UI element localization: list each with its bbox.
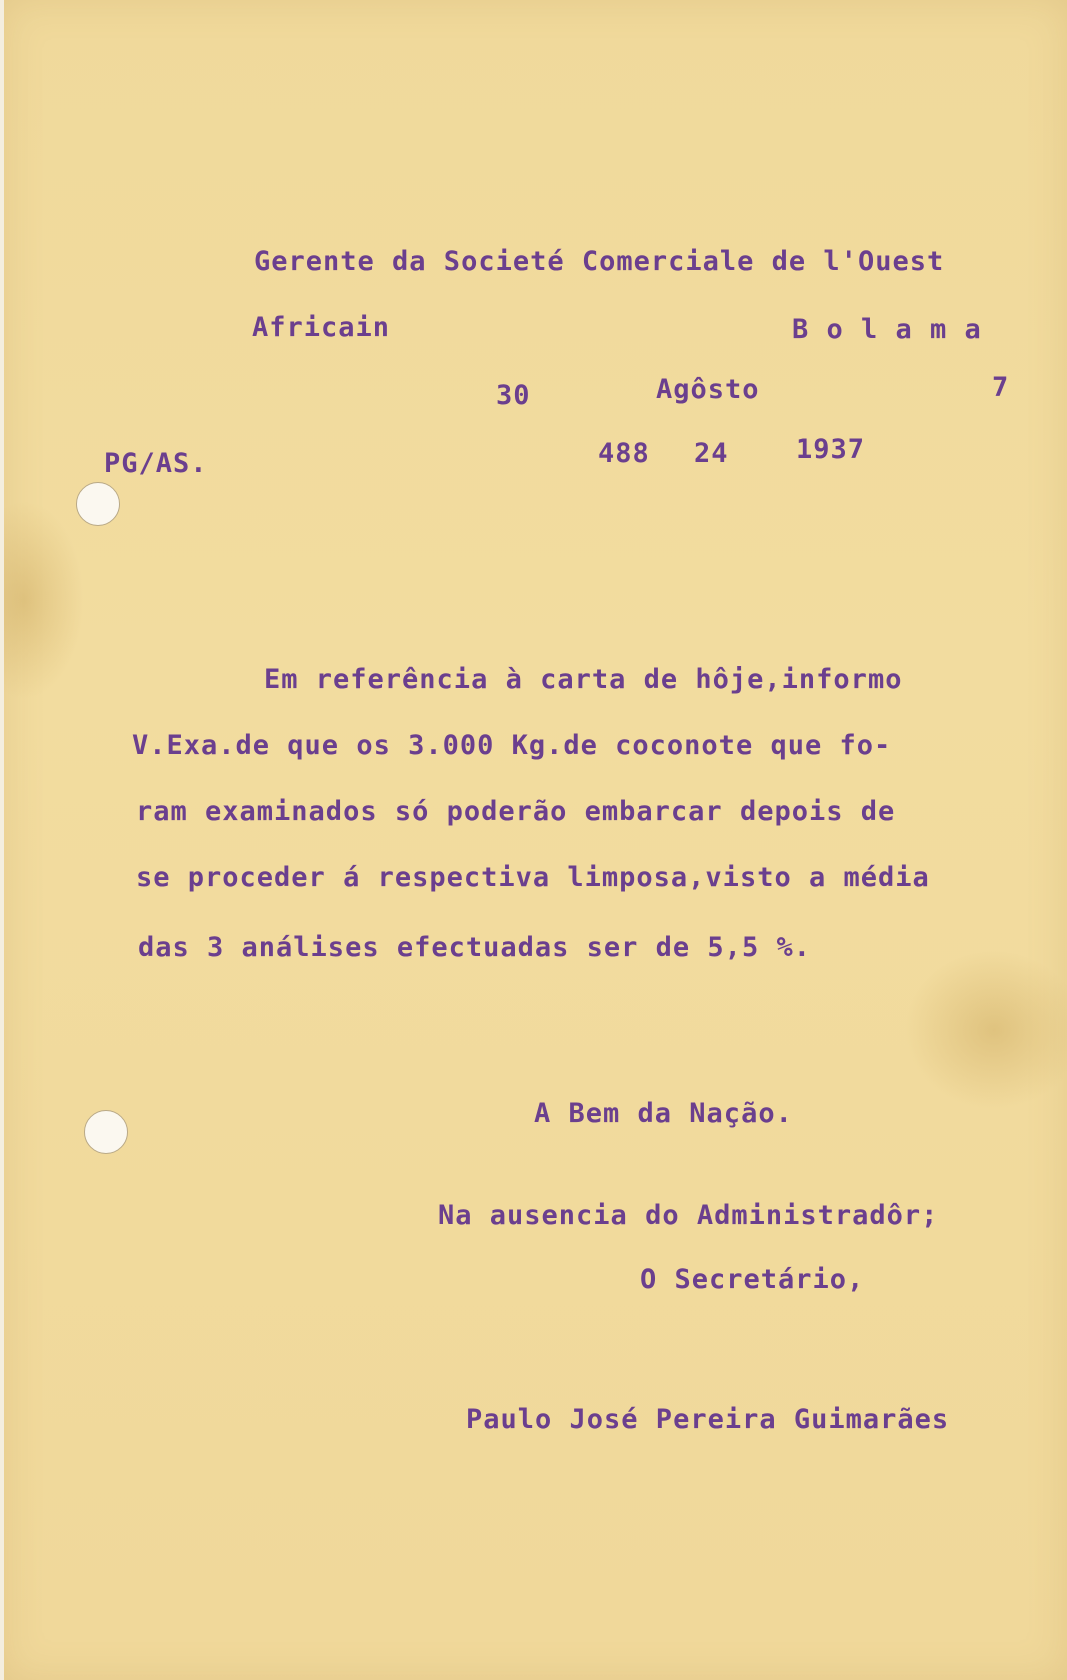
body-line: das 3 análises efectuadas ser de 5,5 %. [138, 932, 811, 963]
letter-sheet [4, 0, 1067, 1680]
punch-hole-bottom [84, 1110, 128, 1154]
punch-hole-top [76, 482, 120, 526]
paper-stain [904, 950, 1067, 1110]
city: B o l a m a [792, 314, 982, 345]
body-line: Em referência à carta de hôje,informo [264, 664, 903, 695]
initials: PG/AS. [104, 448, 208, 479]
addressee-line-2: Africain [252, 312, 391, 343]
closing: A Bem da Nação. [534, 1098, 793, 1129]
date-number: 7 [992, 372, 1010, 403]
signatory-title: O Secretário, [640, 1264, 865, 1295]
signatory-name: Paulo José Pereira Guimarães [466, 1404, 950, 1435]
date-month: Agôsto [656, 374, 760, 405]
reference-day: 24 [694, 438, 729, 469]
body-line: ram examinados só poderão embarcar depois de [136, 796, 896, 827]
reference-number: 488 [598, 438, 650, 469]
year: 1937 [796, 434, 866, 465]
absence-line: Na ausencia do Administradôr; [438, 1200, 939, 1231]
addressee-line-1: Gerente da Societé Comerciale de l'Ouest [254, 246, 945, 277]
body-line: se proceder á respectiva limposa,visto a média [136, 862, 930, 893]
paper-stain [4, 500, 84, 700]
body-line: V.Exa.de que os 3.000 Kg.de coconote que fo- [132, 730, 892, 761]
date-day: 30 [496, 380, 531, 411]
